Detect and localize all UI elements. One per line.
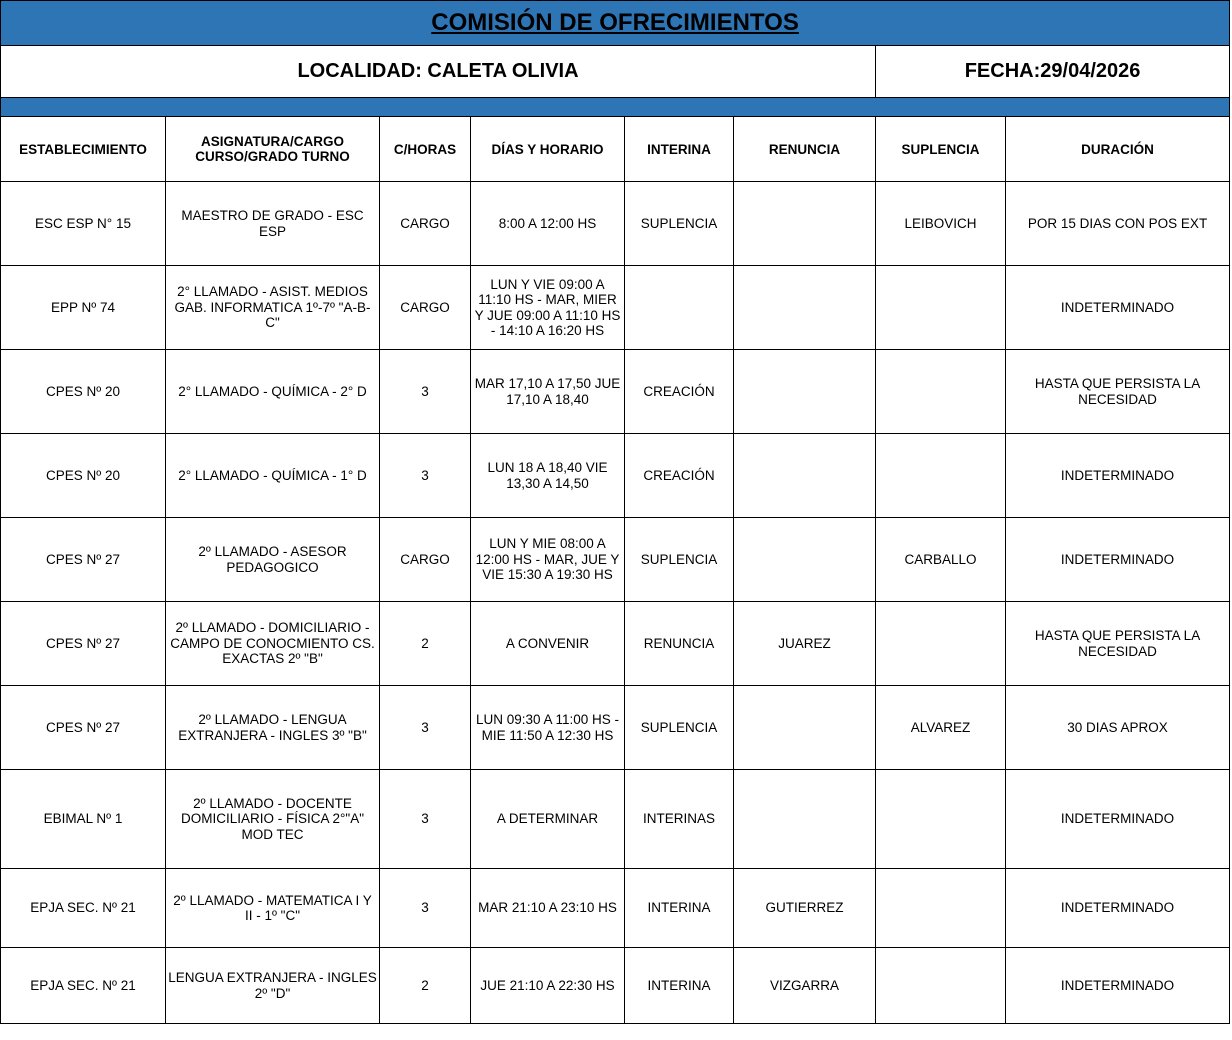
cell-establecimiento: CPES Nº 20 [1, 434, 166, 518]
cell-interina: SUPLENCIA [625, 518, 734, 602]
cell-suplencia: CARBALLO [876, 518, 1006, 602]
cell-asignatura: 2º LLAMADO - LENGUA EXTRANJERA - INGLES 3º "B" [166, 686, 380, 770]
col-header-establecimiento: ESTABLECIMIENTO [1, 117, 166, 182]
cell-renuncia [734, 350, 876, 434]
cell-dias-horario: LUN 09:30 A 11:00 HS - MIE 11:50 A 12:30 HS [471, 686, 625, 770]
cell-asignatura: 2º LLAMADO - MATEMATICA I Y II - 1º "C" [166, 869, 380, 948]
col-header-duracion: DURACIÓN [1006, 117, 1230, 182]
cell-suplencia [876, 350, 1006, 434]
cell-horas: 2 [380, 602, 471, 686]
cell-interina: CREACIÓN [625, 350, 734, 434]
cell-duracion: INDETERMINADO [1006, 266, 1230, 350]
localidad-label: LOCALIDAD: CALETA OLIVIA [1, 46, 876, 98]
cell-horas: 3 [380, 434, 471, 518]
table-row [1, 350, 1230, 434]
cell-renuncia [734, 686, 876, 770]
table-row [1, 686, 1230, 770]
cell-duracion: HASTA QUE PERSISTA LA NECESIDAD [1006, 350, 1230, 434]
cell-renuncia [734, 266, 876, 350]
table-row [1, 434, 1230, 518]
col-header-dias-horario: DÍAS Y HORARIO [471, 117, 625, 182]
cell-duracion: INDETERMINADO [1006, 434, 1230, 518]
cell-horas: CARGO [380, 518, 471, 602]
cell-duracion: INDETERMINADO [1006, 869, 1230, 948]
cell-asignatura: 2º LLAMADO - ASESOR PEDAGOGICO [166, 518, 380, 602]
table-row [1, 518, 1230, 602]
cell-establecimiento: CPES Nº 20 [1, 350, 166, 434]
cell-suplencia [876, 770, 1006, 869]
cell-horas: 3 [380, 350, 471, 434]
cell-renuncia: GUTIERREZ [734, 869, 876, 948]
cell-dias-horario: MAR 17,10 A 17,50 JUE 17,10 A 18,40 [471, 350, 625, 434]
cell-establecimiento: CPES Nº 27 [1, 518, 166, 602]
table-row [1, 182, 1230, 266]
col-header-asignatura: ASIGNATURA/CARGO CURSO/GRADO TURNO [166, 117, 380, 182]
cell-asignatura: 2° LLAMADO - ASIST. MEDIOS GAB. INFORMATICA 1º-7º "A-B-C" [166, 266, 380, 350]
cell-interina [625, 266, 734, 350]
cell-dias-horario: LUN Y VIE 09:00 A 11:10 HS - MAR, MIER Y JUE 09:00 A 11:10 HS - 14:10 A 16:20 HS [471, 266, 625, 350]
table-row [1, 948, 1230, 1024]
cell-asignatura: LENGUA EXTRANJERA - INGLES 2º "D" [166, 948, 380, 1024]
cell-asignatura: 2° LLAMADO - QUÍMICA - 1° D [166, 434, 380, 518]
cell-horas: 3 [380, 869, 471, 948]
table-row [1, 770, 1230, 869]
cell-dias-horario: MAR 21:10 A 23:10 HS [471, 869, 625, 948]
cell-establecimiento: ESC ESP N° 15 [1, 182, 166, 266]
cell-interina: RENUNCIA [625, 602, 734, 686]
cell-interina: INTERINA [625, 869, 734, 948]
cell-asignatura: 2º LLAMADO - DOMICILIARIO - CAMPO DE CONOCMIENTO CS. EXACTAS 2º "B" [166, 602, 380, 686]
cell-suplencia [876, 869, 1006, 948]
cell-asignatura: 2° LLAMADO - QUÍMICA - 2° D [166, 350, 380, 434]
cell-renuncia: VIZGARRA [734, 948, 876, 1024]
cell-horas: CARGO [380, 266, 471, 350]
cell-horas: 3 [380, 770, 471, 869]
page-title: COMISIÓN DE OFRECIMIENTOS [1, 1, 1230, 46]
cell-renuncia: JUAREZ [734, 602, 876, 686]
fecha-label: FECHA:29/04/2026 [876, 46, 1230, 98]
cell-suplencia [876, 434, 1006, 518]
cell-dias-horario: LUN Y MIE 08:00 A 12:00 HS - MAR, JUE Y VIE 15:30 A 19:30 HS [471, 518, 625, 602]
cell-dias-horario: 8:00 A 12:00 HS [471, 182, 625, 266]
cell-dias-horario: JUE 21:10 A 22:30 HS [471, 948, 625, 1024]
col-header-suplencia: SUPLENCIA [876, 117, 1006, 182]
cell-establecimiento: EPP Nº 74 [1, 266, 166, 350]
cell-interina: INTERINAS [625, 770, 734, 869]
cell-renuncia [734, 182, 876, 266]
cell-interina: CREACIÓN [625, 434, 734, 518]
cell-asignatura: MAESTRO DE GRADO - ESC ESP [166, 182, 380, 266]
cell-renuncia [734, 434, 876, 518]
cell-duracion: 30 DIAS APROX [1006, 686, 1230, 770]
cell-interina: SUPLENCIA [625, 686, 734, 770]
cell-suplencia [876, 266, 1006, 350]
col-header-renuncia: RENUNCIA [734, 117, 876, 182]
cell-asignatura: 2º LLAMADO - DOCENTE DOMICILIARIO - FÍSICA 2°"A" MOD TEC [166, 770, 380, 869]
cell-renuncia [734, 770, 876, 869]
cell-duracion: INDETERMINADO [1006, 948, 1230, 1024]
cell-suplencia: ALVAREZ [876, 686, 1006, 770]
cell-duracion: INDETERMINADO [1006, 518, 1230, 602]
table-row [1, 602, 1230, 686]
cell-interina: SUPLENCIA [625, 182, 734, 266]
cell-horas: CARGO [380, 182, 471, 266]
table-row [1, 869, 1230, 948]
col-header-horas: C/HORAS [380, 117, 471, 182]
cell-dias-horario: A DETERMINAR [471, 770, 625, 869]
cell-interina: INTERINA [625, 948, 734, 1024]
cell-duracion: POR 15 DIAS CON POS EXT [1006, 182, 1230, 266]
cell-renuncia [734, 518, 876, 602]
col-header-interina: INTERINA [625, 117, 734, 182]
cell-dias-horario: LUN 18 A 18,40 VIE 13,30 A 14,50 [471, 434, 625, 518]
header-separator-band [1, 98, 1230, 117]
cell-duracion: HASTA QUE PERSISTA LA NECESIDAD [1006, 602, 1230, 686]
cell-suplencia: LEIBOVICH [876, 182, 1006, 266]
cell-establecimiento: EBIMAL Nº 1 [1, 770, 166, 869]
cell-establecimiento: CPES Nº 27 [1, 686, 166, 770]
cell-dias-horario: A CONVENIR [471, 602, 625, 686]
cell-establecimiento: EPJA SEC. Nº 21 [1, 948, 166, 1024]
cell-suplencia [876, 948, 1006, 1024]
column-header-row [1, 117, 1230, 182]
cell-horas: 3 [380, 686, 471, 770]
cell-establecimiento: EPJA SEC. Nº 21 [1, 869, 166, 948]
cell-establecimiento: CPES Nº 27 [1, 602, 166, 686]
table-row [1, 266, 1230, 350]
cell-horas: 2 [380, 948, 471, 1024]
cell-duracion: INDETERMINADO [1006, 770, 1230, 869]
cell-suplencia [876, 602, 1006, 686]
